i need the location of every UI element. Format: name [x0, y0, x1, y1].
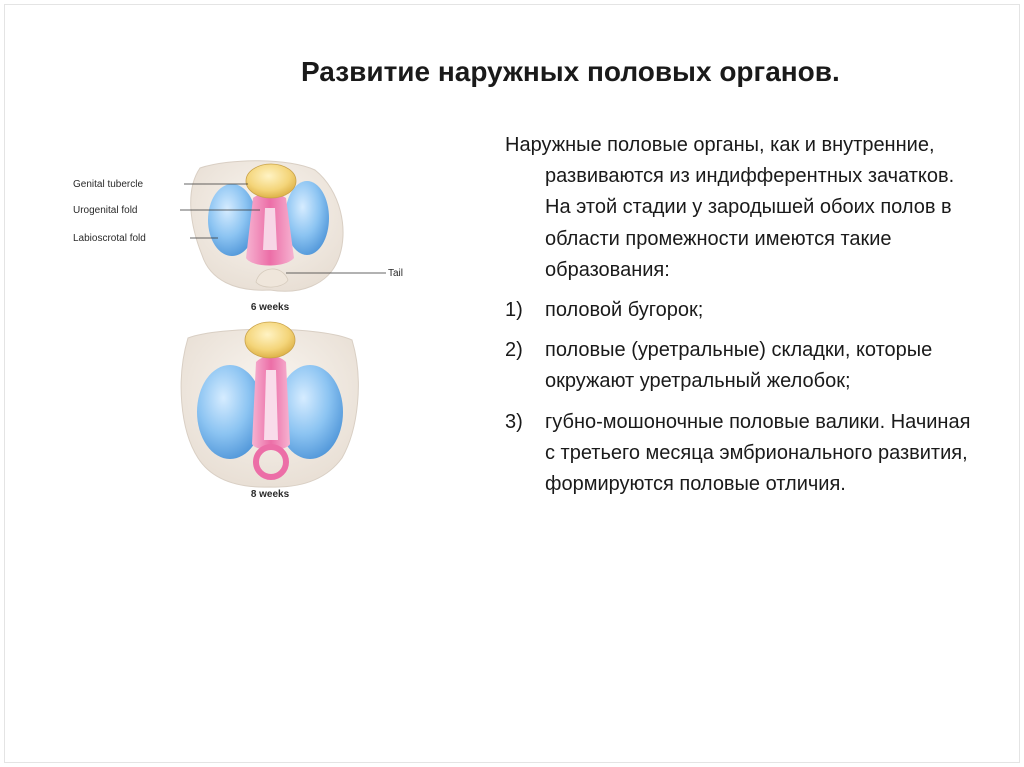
structure-list: [505, 295, 985, 500]
urethral-groove-8w: [264, 370, 278, 440]
intro-paragraph: Наружные половые органы, как и внутренние, развиваются из индифферентных зачатков. На этой стадии у зародышей обоих полов в области промежности имеются такие образования:: [505, 134, 955, 281]
list-item-text: губно-мошоночные половые валики. Начиная с третьего месяца эмбрионального развития, формируются половые отличия.: [545, 410, 971, 496]
slide-title: Развитие наружных половых органов.: [301, 56, 840, 87]
embryo-figure: [60, 150, 420, 510]
list-marker: 1): [505, 299, 523, 322]
embryo-illustration: [60, 150, 420, 510]
label-labioscrotal-fold: Labioscrotal fold: [73, 233, 146, 244]
list-marker: 3): [505, 410, 523, 433]
list-marker: 2): [505, 339, 523, 362]
stage-8-weeks: [181, 322, 358, 500]
stage-6-weeks: [73, 161, 403, 313]
caption-8-weeks: 8 weeks: [250, 489, 290, 500]
list-item-text: половые (уретральные) складки, которые окружают уретральный желобок;: [545, 339, 933, 393]
list-item: [505, 407, 985, 501]
genital-tubercle-8w: [245, 322, 295, 358]
list-item: [505, 295, 985, 326]
genital-tubercle-6w: [246, 164, 296, 198]
urethral-groove-6w: [263, 208, 277, 250]
label-urogenital-fold: Urogenital fold: [73, 205, 138, 216]
list-item-text: половой бугорок;: [545, 299, 704, 322]
body-text: [505, 130, 985, 500]
caption-6-weeks: 6 weeks: [250, 302, 290, 313]
label-genital-tubercle: Genital tubercle: [73, 179, 144, 190]
list-item: [505, 335, 985, 397]
label-tail: Tail: [388, 268, 404, 279]
